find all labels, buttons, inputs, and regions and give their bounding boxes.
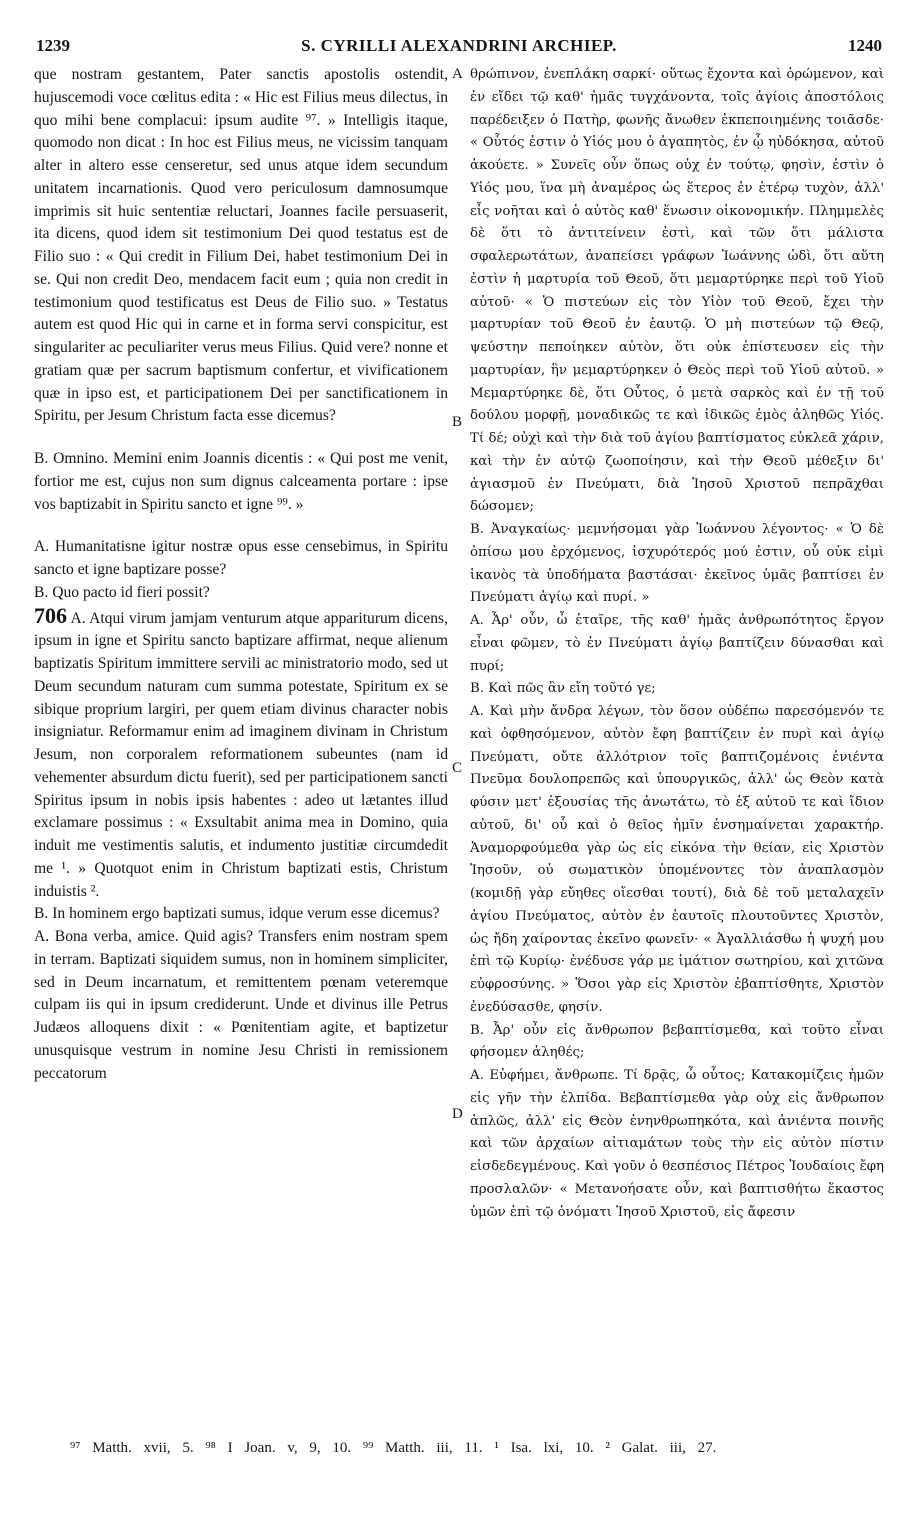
latin-paragraph: B. In hominem ergo baptizati sumus, idque verum esse dicemus? <box>34 905 440 923</box>
latin-paragraph: B. Quo pacto id fieri possit? <box>34 583 210 601</box>
greek-column <box>470 64 884 1224</box>
page-number-right: 1240 <box>848 36 882 55</box>
margin-letter-d: D <box>452 1106 463 1122</box>
greek-paragraph: θρώπινον, ἐνεπλάκη σαρκί· οὕτως ἔχοντα καὶ ὁρώμενον, καὶ ἐν εἴδει τῷ καθ' ἡμᾶς τυγχάνοντα, τοῖς ἁγίοις ἀποστόλοις παρέδειξεν ὁ Πατὴρ, φωνῆς ἄνωθεν ἐκπεποιημένης τοιᾶσδε· « Οὗτός ἐστιν ὁ Υἱός μου ὁ ἀγαπητὸς, ἐν ᾧ ηὐδόκησα, αὐτοῦ ἀκούετε. » Συνεῖς οὖν ὅπως οὐχ ἐν τούτῳ, φησὶν, ἐστὶν ὁ Υἱός μου, ἵνα μὴ ἀναμέρος ὡς ἕτερος ἐν ἑτέρῳ τυχὸν, ἀλλ' εἷς νοῆται καὶ ὁ αὐτὸς καθ' ἕνωσιν οἰκονομικήν. Πλημμελὲς δὲ ὅτι τὸ ἀντιτείνειν ἐστὶ, καὶ τῶν ὅτι μάλιστα σφαλερωτάτων, ἀναπείσει γράφων Ἰωάννης ὡδὶ, ὅτι αὕτη ἐστὶν ἡ μαρτυρία τοῦ Θεοῦ, ὅτι μεμαρτύρηκε περὶ τοῦ Υἱοῦ αὐτοῦ· « Ὁ πιστεύων εἰς τὸν Υἱὸν τοῦ Θεοῦ, ἔχει τὴν μαρτυρίαν τοῦ Θεοῦ ἐν ἑαυτῷ. Ὁ μὴ πιστεύων τῷ Θεῷ, ψεύστην πεποίηκεν αὐτὸν, ὅτι οὐκ ἐπίστευσεν εἰς τὴν μαρτυρίαν, ἣν μεμαρτύρηκεν ὁ Θεὸς περὶ τοῦ Υἱοῦ αὐτοῦ. » Μεμαρτύρηκε δὲ, ὅτι Οὗτος, ὁ μετὰ σαρκὸς καὶ ἐν τῇ τοῦ δούλου μορφῇ, μοναδικῶς τε καὶ ἰδικῶς ἐμὸς ἀληθῶς Υἱός. Τί δέ; οὐχὶ καὶ τὴν διὰ τοῦ ἁγίου βαπτίσματος εὐκλεᾶ χάριν, καὶ τὴν ἐν αὐτῷ ζωοποίησιν, καὶ τὴν Θεοῦ μέθεξιν δι' ἁγιασμοῦ ἐν Πνεύματι, διὰ Ἰησοῦ Χριστοῦ πεπρᾶχθαι δώσομεν; <box>470 67 884 515</box>
greek-paragraph: Β. Καὶ πῶς ἂν εἴη τοῦτό γε; <box>470 681 656 697</box>
latin-column <box>34 64 448 1085</box>
latin-paragraph: B. Omnino. Memini enim Joannis dicentis : « Qui post me venit, fortior me est, cujus non sum dignus calceamenta portare : ipse vos baptizabit in Spiritu sancto et igne ⁹⁹. » <box>34 450 448 513</box>
page-number-left: 1239 <box>36 36 70 55</box>
margin-letter-b: B <box>452 414 463 430</box>
latin-paragraph-text: A. Atqui virum jamjam venturum atque appariturum dicens, ipsum in igne et Spiritu sancto baptizare affirmat, neque alienum baptizatis Spiritum immittere servili ac ministratorio modo, sed ut Deum secundum naturam cum summa potestate, Spiritum ex se sibique proprium largiri, per quem etiam divinus character nobis insigniatur. Reformamur enim ad imaginem divinam in Christum Jesum, non corporalem reformationem subeuntes (nam id vehementer absurdum dictu fuerit), sed per participationem sancti Spiritus ipsum in nobis ipsis habentes : adeo ut lætantes illud exclamare possimus : « Exsultabit anima mea in Domino, quia induit me vestimentis salutis, et indumento justitiæ circumdedit me ¹. » Quotquot enim in Christum baptizati estis, Christum induistis ². <box>34 609 448 900</box>
running-title: S. CYRILLI ALEXANDRINI ARCHIEP. <box>301 36 617 55</box>
greek-paragraph: Β. Ἆρ' οὖν εἰς ἄνθρωπον βεβαπτίσμεθα, καὶ τοῦτο εἶναι φήσομεν ἀληθές; <box>470 1022 884 1061</box>
latin-paragraph <box>34 602 448 904</box>
greek-paragraph: Α. Εὐφήμει, ἄνθρωπε. Τί δρᾷς, ὦ οὗτος; Κατακομίζεις ἡμῶν εἰς γῆν τὴν ἐλπίδα. Βεβαπτίσμεθα γὰρ οὐχ εἰς ἄνθρωπον ἁπλῶς, ἀλλ' εἰς Θεὸν ἐνηνθρωπηκότα, καὶ ἀνιέντα ποινῆς καὶ τῶν ἀρχαίων αἰτιαμάτων τοὺς τὴν εἰς αὐτὸν πίστιν εἰσδεδεγμένους. Καὶ γοῦν ὁ θεσπέσιος Πέτρος Ἰουδαίοις ἔφη προσλαλῶν· « Μετανοήσατε οὖν, καὶ βαπτισθήτω ἕκαστος ὑμῶν ἐπὶ τῷ ὀνόματι Ἰησοῦ Χριστοῦ, εἰς ἄφεσιν <box>470 1068 884 1220</box>
latin-paragraph: A. Bona verba, amice. Quid agis? Transfers enim nostram spem in terram. Baptizati siquidem sumus, non in hominem simpliciter, sed in Deum incarnatum, et remittentem pœnam veteremque culpam iis qui in ipsum crediderunt. Unde et divinus ille Petrus Judæos alloquens dixit : « Pœnitentiam agite, et baptizetur unusquisque vestrum in nomine Jesu Christi in remissionem peccatorum <box>34 928 448 1082</box>
latin-paragraph: A. Humanitatisne igitur nostræ opus esse censebimus, in Spiritu sancto et igne baptizare posse? <box>34 538 448 578</box>
column-number: 706 <box>34 602 67 628</box>
greek-paragraph: Α. Ἆρ' οὖν, ὦ ἑταῖρε, τῆς καθ' ἡμᾶς ἀνθρωπότητος ἔργον εἶναι φῶμεν, τὸ ἐν Πνεύματι ἁγίῳ βαπτίζειν δύνασθαι καὶ πυρί; <box>470 613 884 674</box>
page-header <box>36 36 882 62</box>
footnotes: ⁹⁷ Matth. xvii, 5. ⁹⁸ I Joan. v, 9, 10. ⁹⁹ Matth. iii, 11. ¹ Isa. lxi, 10. ² Galat. iii, 27. <box>70 1440 717 1456</box>
margin-letter-a: A <box>452 66 463 82</box>
greek-paragraph: Β. Ἀναγκαίως· μεμνήσομαι γὰρ Ἰωάννου λέγοντος· « Ὁ δὲ ὀπίσω μου ἐρχόμενος, ἰσχυρότερός μού ἐστιν, οὗ οὐκ εἰμὶ ἱκανὸς τὰ ὑποδήματα βαστάσαι· ἐκεῖνος ὑμᾶς βαπτίσει ἐν Πνεύματι ἁγίῳ καὶ πυρί. » <box>470 522 884 606</box>
latin-paragraph: que nostram gestantem, Pater sanctis apostolis ostendit, hujuscemodi voce cœlitus edita : « Hic est Filius meus dilectus, in quo mihi bene complacui: ipsum audite ⁹⁷. » Intelligis itaque, quomodo non dicat : In hoc est Filius meus, ne vicissim tanquam alter in altero esse censeretur, sed unus atque idem secundum unitatem incarnationis. Quod vero periculosum damnosumque imprimis sit huic sententiæ reluctari, Joannes facile persuaserit, ita dicens, quod idem sit testimonium Dei quod testatus est de Filio suo : « Qui credit in Filium Dei, habet testimonium Dei in se. Qui non credit Deo, mendacem facit eum ; quia non credit in testimonium quod testificatus est Deus de Filio suo. » Testatus autem est quod Hic qui in carne et in forma servi conspicitur, est singulariter ac peculiariter verus meus Filius. Quid vere? nonne et gratiam quæ per sacrum baptismum confertur, et vivificationem quæ in ipso est, et participationem Dei per sanctificationem in Spiritu, per Jesum Christum facta esse dicemus? <box>34 66 448 425</box>
margin-letter-c: C <box>452 760 463 776</box>
greek-paragraph: Α. Καὶ μὴν ἄνδρα λέγων, τὸν ὅσον οὐδέπω παρεσόμενόν τε καὶ ὀφθησόμενον, αὐτὸν ἔφη βαπτίζειν ἐν πυρὶ καὶ ἁγίῳ Πνεύματι, οὔτε ἀλλότριον τοῖς βαπτιζομένοις ἐνιέντα Πνεῦμα δουλοπρεπῶς καὶ ὑπουργικῶς, ἀλλ' ὡς Θεὸν κατὰ φύσιν μετ' ἐξουσίας τῆς ἀνωτάτω, τὸ ἐξ αὐτοῦ τε καὶ ἴδιον αὐτοῦ, δι' οὗ καὶ ὁ θεῖος ἡμῖν ἐνσημαίνεται χαρακτήρ. Ἀναμορφούμεθα γὰρ ὡς εἰς εἰκόνα τὴν θείαν, εἰς Χριστὸν Ἰησοῦν, οὐ σωματικὸν ὑπομένοντες τὸν ἀναπλασμὸν (κομιδῇ γὰρ εὔηθες οἴεσθαι τουτί), διὰ δὲ τοῦ μεταλαχεῖν ἁγίου Πνεύματος, αὐτὸν ἐν ἑαυτοῖς πλουτοῦντες Χριστὸν, ὡς ἤδη χαίροντας ἐκεῖνο φωνεῖν· « Ἀγαλλιάσθω ἡ ψυχή μου ἐπὶ τῷ Κυρίῳ· ἐνέδυσε γάρ με ἱμάτιον σωτηρίου, καὶ χιτῶνα εὐφροσύνης. » Ὅσοι γὰρ εἰς Χριστὸν ἐβαπτίσθητε, Χριστὸν ἐνεδύσασθε, φησίν. <box>470 704 884 1015</box>
